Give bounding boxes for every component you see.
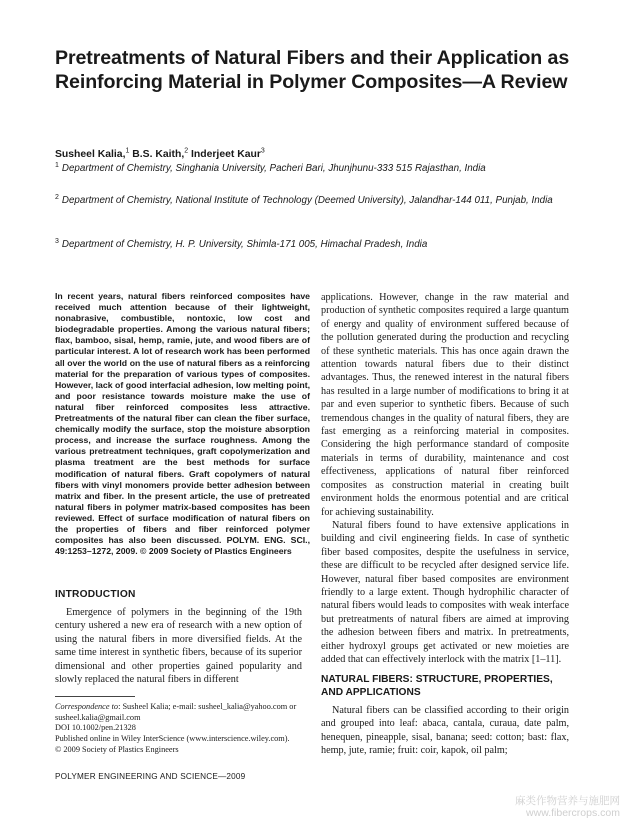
author-name: Susheel Kalia, — [55, 149, 126, 160]
author-affiliation-mark: 3 — [260, 147, 265, 155]
correspondence-email: susheel.kalia@gmail.com — [55, 712, 141, 722]
natural-fibers-paragraph: Natural fibers can be classified according to their origin and grouped into leaf: abaca, cantala, curaua, date palm, henequen, pineapple, sisal, banana; seed: cotton; bast: flax, hemp, jute, ramie; fruit: coir, kapok, oil palm; — [321, 705, 569, 757]
body-paragraph: applications. However, change in the raw material and production of synthetic composites required a large quantum of energy and quality of environment suffered because of the pollution generated during the production and recycling of these synthetic materials. This has once again drawn the attention towards natural fibers due to their distinct advantages. Thus, the renewed interest in the natural fibers has resulted in a large number of modifications to bring it at par and even superior to synthetic fibers. Because of such tremendous changes in the quality of natural fibers, they are fast emerging as a reinforcing material in composites. Considering the high performance standard of composite materials in terms of durability, maintenance and cost effectiveness, applications of natural fiber reinforced composites as construction material in creating built environment holds the enormous potential and are critical for achieving sustainability. — [321, 292, 569, 518]
abstract: In recent years, natural fibers reinforced composites have received much attention because of their lightweight, nonabrasive, combustible, nontoxic, low cost and biodegradable properties. Among the various natural fibers; flax, bamboo, sisal, hemp, ramie, jute, and wood fibers are of particular interest. A lot of research work has been performed all over the world on the use of natural fibers as a reinforcing material for the preparation of various types of composites. However, lack of good interfacial adhesion, low melting point, and poor resistance towards moisture make the use of natural fiber reinforced composites less attractive. Pretreatments of the natural fiber can clean the fiber surface, chemically modify the surface, stop the moisture absorption process, and increase the surface roughness. Among the various pretreatment techniques, graft copolymerization and plasma treatment are the best methods for surface modification of natural fibers. Graft copolymers of natural fibers with vinyl monomers provide better adhesion between matrix and fiber. In the present article, the use of pretreated natural fibers in polymer matrix-based composites has been reviewed. Effect of surface modification of natural fibers on the properties of fibers and fiber reinforced polymer composites has also been discussed. POLYM. ENG. SCI., 49:1253–1272, 2009. © 2009 Society of Plastics Engineers — [55, 291, 310, 557]
section-heading-natural-fibers: NATURAL FIBERS: STRUCTURE, PROPERTIES, AND APPLICATIONS — [321, 674, 553, 699]
copyright: © 2009 Society of Plastics Engineers — [55, 744, 179, 754]
footnote — [55, 702, 305, 756]
author-list — [55, 149, 265, 160]
affiliation-mark: 1 — [55, 161, 59, 169]
correspondence-label: Correspondence to — [55, 702, 119, 711]
body-paragraph: Natural fibers found to have extensive applications in building and civil engineering fields. In case of synthetic fiber based composites, despite the usefulness in service, these are difficult to be recycled after designed service life. However, natural fiber based composites are environment friendly to a large extent. Though hydrophilic character of natural fibers would leads to composites with weak interface but pretreatments of natural fibers are aimed at improving the adhesion between fibers and matrix. In pretreatments, either hydroxyl groups get activated or new moieties are added that can effectively interlock with the matrix [1–11]. — [321, 519, 569, 665]
affiliation-text: Department of Chemistry, Singhania University, Pacheri Bari, Jhunjhunu-333 515 Rajasthan, India — [61, 163, 486, 174]
author-affiliation-mark: 2 — [184, 147, 189, 155]
affiliation-text: Department of Chemistry, H. P. University, Shimla-171 005, Himachal Pradesh, India — [61, 239, 428, 250]
footnote-divider — [55, 696, 135, 697]
published-online: Published online in Wiley InterScience (www.interscience.wiley.com). — [55, 734, 290, 744]
author-affiliation-mark: 1 — [125, 147, 130, 155]
affiliation — [55, 162, 575, 175]
watermark-cn: 麻类作物营养与施肥网 — [515, 795, 620, 807]
right-column — [321, 291, 569, 666]
author-name: Inderjeet Kaur — [191, 149, 261, 160]
affiliation — [55, 238, 575, 251]
section-heading-introduction: INTRODUCTION — [55, 589, 136, 600]
affiliation-mark: 3 — [55, 237, 59, 245]
affiliation-text: Department of Chemistry, National Institute of Technology (Deemed University), Jalandhar-144 011, Punjab, India — [61, 195, 553, 206]
author-name: B.S. Kaith, — [132, 149, 185, 160]
affiliation-mark: 2 — [55, 193, 59, 201]
correspondence-text: : Susheel Kalia; e-mail: susheel_kalia@yahoo.com or — [118, 702, 297, 711]
introduction-paragraph: Emergence of polymers in the beginning of the 19th century ushered a new era of research with a new option of using the natural fibers in more diversified fields. At the same time interest in synthetic fibers, because of its superior dimensional and other properties gained popularity and slowly replaced the natural fibers in different — [55, 607, 302, 686]
watermark — [480, 795, 620, 819]
running-footer: POLYMER ENGINEERING AND SCIENCE—2009 — [55, 772, 246, 781]
paper-title: Pretreatments of Natural Fibers and their Application as Reinforcing Material in Polymer Composites—A Review — [55, 47, 570, 93]
watermark-url: www.fibercrops.com — [526, 807, 620, 819]
doi: DOI 10.1002/pen.21328 — [55, 723, 136, 733]
affiliation — [55, 194, 575, 207]
